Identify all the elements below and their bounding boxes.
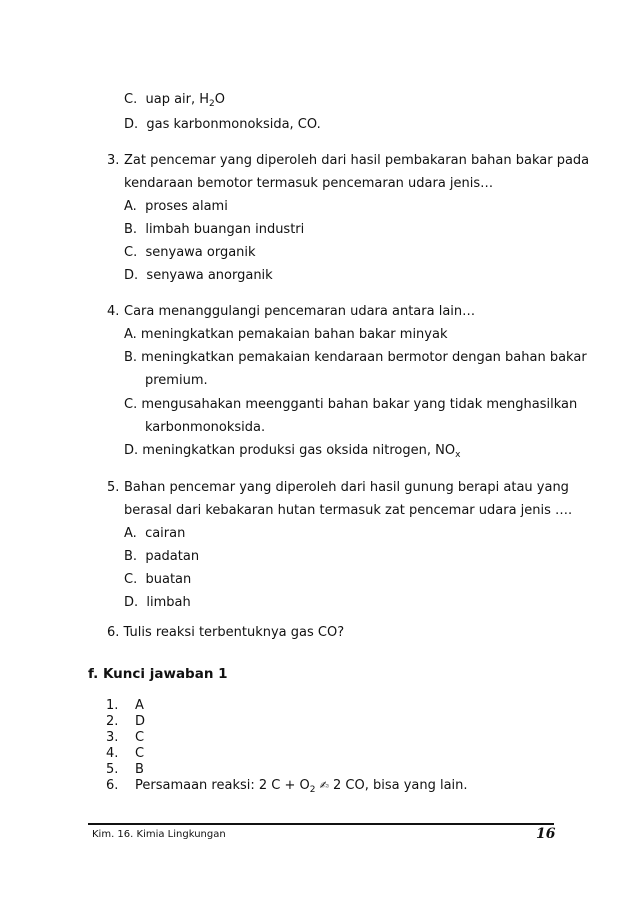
q5-option-d: D. limbah: [124, 595, 191, 610]
q2-option-c: C. uap air, $H_2O$: [124, 92, 226, 109]
q5-text-line1: Bahan pencemar yang diperoleh dari hasil gunung berapi atau yang: [124, 480, 569, 495]
answer-key-value: C: [135, 730, 145, 745]
q3-option-b: B. limbah buangan industri: [124, 222, 305, 237]
q4-text-line1: Cara menanggulangi pencemaran udara antara lain…: [124, 304, 476, 319]
q5-number: 5.: [107, 480, 120, 495]
answer-key-item: 1.: [106, 698, 119, 713]
q2-option-d: D. gas karbonmonoksida, CO.: [124, 117, 321, 132]
answer-key-item: 6.: [106, 778, 119, 793]
q5-text-line2: berasal dari kebakaran hutan termasuk zat pencemar udara jenis ….: [124, 503, 573, 518]
answer-key-reaction: Persamaan reaksi: 2 $C + O_2$ ✍ 2 CO, bisa yang lain.: [135, 778, 468, 795]
footer-divider: [88, 823, 554, 825]
q4-option-d: D. meningkatkan produksi gas oksida nitrogen, $NO_x$: [124, 443, 461, 460]
q4-option-a: A. meningkatkan pemakaian bahan bakar minyak: [124, 327, 448, 342]
q4-option-b-line1: B. meningkatkan pemakaian kendaraan bermotor dengan bahan bakar: [124, 350, 587, 365]
footer-module-title: Kim. 16. Kimia Lingkungan: [92, 829, 226, 840]
q4-option-c-line1: C. mengusahakan meengganti bahan bakar yang tidak menghasilkan: [124, 397, 578, 412]
q5-option-c: C. buatan: [124, 572, 192, 587]
answer-key-value: A: [135, 698, 144, 713]
q3-option-d: D. senyawa anorganik: [124, 268, 273, 283]
answer-key-heading: f. Kunci jawaban 1: [88, 666, 228, 682]
answer-key-value: B: [135, 762, 144, 777]
q6-text: 6. Tulis reaksi terbentuknya gas CO?: [107, 625, 345, 640]
q5-option-b: B. padatan: [124, 549, 200, 564]
answer-key-value: D: [135, 714, 146, 729]
q3-text-line1: Zat pencemar yang diperoleh dari hasil pembakaran bahan bakar pada: [124, 153, 590, 168]
q3-number: 3.: [107, 153, 120, 168]
q3-option-c: C. senyawa organik: [124, 245, 256, 260]
answer-key-item: 5.: [106, 762, 119, 777]
q5-option-a: A. cairan: [124, 526, 186, 541]
answer-key-item: 2.: [106, 714, 119, 729]
q4-option-b-line2: premium.: [145, 373, 208, 388]
answer-key-item: 4.: [106, 746, 119, 761]
page-number: 16: [536, 826, 556, 842]
q4-number: 4.: [107, 304, 120, 319]
q3-option-a: A. proses alami: [124, 199, 228, 214]
answer-key-item: 3.: [106, 730, 119, 745]
q4-option-c-line2: karbonmonoksida.: [145, 420, 266, 435]
q3-text-line2: kendaraan bemotor termasuk pencemaran udara jenis…: [124, 176, 494, 191]
answer-key-value: C: [135, 746, 145, 761]
reaction-arrow-icon: ✍: [319, 779, 329, 792]
